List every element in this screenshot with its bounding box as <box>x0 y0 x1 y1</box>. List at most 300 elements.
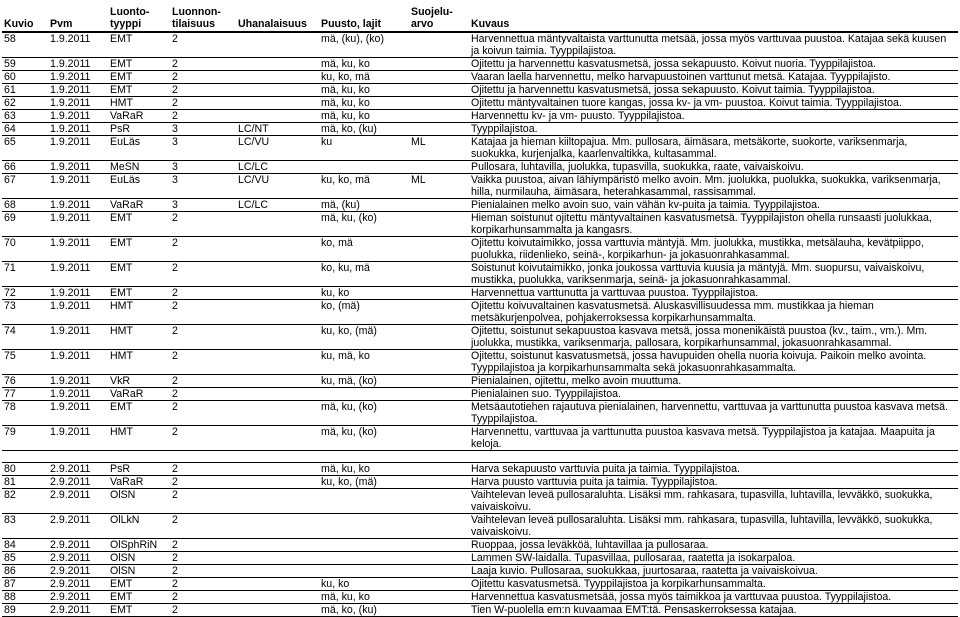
cell-puusto[interactable]: mä, ku, ko <box>319 110 409 123</box>
cell-tyyppi[interactable]: VaRaR <box>108 110 170 123</box>
cell-pvm[interactable]: 2.9.2011 <box>48 539 108 552</box>
cell-kuvaus[interactable]: Lammen SW-laidalla. Tupasvillaa, pullosaraa, raatetta ja isokarpaloa. <box>469 552 958 565</box>
cell-kuvio[interactable]: 61 <box>2 84 48 97</box>
cell-arvo[interactable] <box>409 591 469 604</box>
cell-tila[interactable]: 2 <box>170 110 236 123</box>
cell-tila[interactable]: 3 <box>170 161 236 174</box>
cell-pvm[interactable]: 1.9.2011 <box>48 123 108 136</box>
cell-uhan[interactable] <box>236 388 319 401</box>
cell-kuvio[interactable]: 59 <box>2 58 48 71</box>
cell-pvm[interactable]: 1.9.2011 <box>48 174 108 199</box>
cell-arvo[interactable] <box>409 552 469 565</box>
cell-arvo[interactable] <box>409 237 469 262</box>
cell-tyyppi[interactable]: VaRaR <box>108 476 170 489</box>
cell-kuvaus[interactable]: Ojitettu koivuvaltainen kasvatusmetsä. Aluskasvillisuudessa mm. mustikkaa ja hieman metsäkurjenpolvea, pohjakerroksessa korpikarhunsammalta. <box>469 300 958 325</box>
table-row[interactable] <box>2 262 958 287</box>
cell-puusto[interactable]: ko, mä <box>319 237 409 262</box>
cell-kuvio[interactable]: 80 <box>2 463 48 476</box>
cell-pvm[interactable]: 2.9.2011 <box>48 463 108 476</box>
cell-arvo[interactable] <box>409 110 469 123</box>
cell-kuvio[interactable]: 64 <box>2 123 48 136</box>
cell-arvo[interactable] <box>409 300 469 325</box>
empty-cell <box>48 451 108 463</box>
cell-kuvaus[interactable]: Harvennettu, varttuvaa ja varttunutta puustoa kasvava metsä. Tyyppilajistoa ja katajaa. Maapuita ja keloja. <box>469 426 958 451</box>
cell-tyyppi[interactable]: EMT <box>108 212 170 237</box>
cell-kuvaus[interactable]: Harvennettu kv- ja vm- puusto. Tyyppilajistoa. <box>469 110 958 123</box>
header-kuvaus[interactable]: Kuvaus <box>469 0 958 32</box>
table-row[interactable] <box>2 489 958 514</box>
cell-tyyppi[interactable]: VaRaR <box>108 199 170 212</box>
cell-kuvio[interactable]: 65 <box>2 136 48 161</box>
table-header <box>2 0 958 32</box>
cell-tila[interactable]: 2 <box>170 84 236 97</box>
cell-tyyppi[interactable]: OlSphRiN <box>108 539 170 552</box>
cell-puusto[interactable]: ku, ko, (mä) <box>319 476 409 489</box>
cell-arvo[interactable] <box>409 58 469 71</box>
cell-arvo[interactable] <box>409 97 469 110</box>
cell-arvo[interactable] <box>409 325 469 350</box>
cell-pvm[interactable]: 1.9.2011 <box>48 110 108 123</box>
cell-kuvaus[interactable]: Ojitettu kasvatusmetsä. Tyyppilajistoa ja korpikarhunsammalta. <box>469 578 958 591</box>
cell-pvm[interactable]: 1.9.2011 <box>48 212 108 237</box>
cell-uhan[interactable] <box>236 426 319 451</box>
table-row[interactable] <box>2 463 958 476</box>
cell-uhan[interactable] <box>236 375 319 388</box>
cell-puusto[interactable]: ku, ko, mä <box>319 71 409 84</box>
table-row[interactable] <box>2 426 958 451</box>
cell-puusto[interactable] <box>319 161 409 174</box>
header-suojeluarvo[interactable]: Suojelu-arvo <box>409 0 469 32</box>
cell-pvm[interactable]: 1.9.2011 <box>48 136 108 161</box>
header-pvm[interactable]: Pvm <box>48 0 108 32</box>
cell-pvm[interactable]: 2.9.2011 <box>48 552 108 565</box>
cell-puusto[interactable] <box>319 514 409 539</box>
cell-tila[interactable]: 2 <box>170 237 236 262</box>
cell-puusto[interactable]: mä, ku, ko <box>319 591 409 604</box>
cell-tyyppi[interactable]: HMT <box>108 97 170 110</box>
cell-kuvio[interactable]: 75 <box>2 350 48 375</box>
table-row[interactable] <box>2 375 958 388</box>
cell-kuvaus[interactable]: Harva sekapuusto varttuvia puita ja taimia. Tyyppilajistoa. <box>469 463 958 476</box>
cell-kuvaus[interactable]: Vaaran laella harvennettu, melko harvapuustoinen varttunut metsä. Katajaa. Tyyppilajisto. <box>469 71 958 84</box>
cell-kuvaus[interactable]: Hieman soistunut ojitettu mäntyvaltainen kasvatusmetsä. Tyyppilajiston ohella runsaasti juolukkaa, korpikarhunsammalta ja kangasrs. <box>469 212 958 237</box>
cell-pvm[interactable]: 1.9.2011 <box>48 300 108 325</box>
table-row[interactable] <box>2 199 958 212</box>
cell-uhan[interactable] <box>236 287 319 300</box>
cell-kuvaus[interactable]: Laaja kuvio. Pullosaraa, suokukkaa, juurtosaraa, raatetta ja vaivaiskoivua. <box>469 565 958 578</box>
cell-arvo[interactable] <box>409 426 469 451</box>
cell-kuvaus[interactable]: Soistunut koivutaimikko, jonka joukossa varttuvia kuusia ja mäntyjä. Mm. suopursu, vaivaiskoivu, mustikka, puolukka, variksenmarja, seinä- ja jokasuonrahkasammal. <box>469 262 958 287</box>
cell-tila[interactable]: 2 <box>170 552 236 565</box>
cell-tila[interactable]: 2 <box>170 604 236 617</box>
cell-uhan[interactable] <box>236 401 319 426</box>
table-row[interactable] <box>2 174 958 199</box>
cell-pvm[interactable]: 1.9.2011 <box>48 71 108 84</box>
cell-uhan[interactable]: LC/NT <box>236 123 319 136</box>
cell-kuvio[interactable]: 89 <box>2 604 48 617</box>
cell-pvm[interactable]: 1.9.2011 <box>48 161 108 174</box>
table-row[interactable] <box>2 287 958 300</box>
table-row[interactable] <box>2 136 958 161</box>
cell-kuvio[interactable]: 63 <box>2 110 48 123</box>
cell-puusto[interactable]: ku, mä, (ko) <box>319 375 409 388</box>
cell-arvo[interactable] <box>409 71 469 84</box>
cell-kuvio[interactable]: 81 <box>2 476 48 489</box>
cell-uhan[interactable] <box>236 84 319 97</box>
table-row[interactable] <box>2 212 958 237</box>
cell-puusto[interactable]: ku, ko, mä <box>319 174 409 199</box>
cell-uhan[interactable] <box>236 463 319 476</box>
cell-uhan[interactable]: LC/LC <box>236 199 319 212</box>
cell-pvm[interactable]: 1.9.2011 <box>48 84 108 97</box>
cell-tyyppi[interactable]: EMT <box>108 71 170 84</box>
cell-arvo[interactable] <box>409 212 469 237</box>
cell-kuvaus[interactable]: Ojitettu, soistunut sekapuustoa kasvava metsä, jossa monenikäistä puustoa (kv., taim., vm.). Mm. juolukka, mustikka, variksenmarja, pallosara, korpikarhunsammal, jokasuonrahkasammal. <box>469 325 958 350</box>
cell-puusto[interactable]: mä, ku, (ko) <box>319 212 409 237</box>
header-kuvio[interactable]: Kuvio <box>2 0 48 32</box>
cell-uhan[interactable] <box>236 97 319 110</box>
cell-arvo[interactable] <box>409 32 469 58</box>
cell-pvm[interactable]: 2.9.2011 <box>48 514 108 539</box>
cell-arvo[interactable] <box>409 539 469 552</box>
cell-uhan[interactable] <box>236 350 319 375</box>
table-row[interactable] <box>2 237 958 262</box>
cell-kuvaus[interactable]: Ojitettu koivutaimikko, jossa varttuvia mäntyjä. Mm. juolukka, mustikka, metsälauha, kevätpiippo, puolukka, riidenlieko, seinä-, korpikarhun- ja jokasuonrahkasammal. <box>469 237 958 262</box>
cell-kuvio[interactable]: 60 <box>2 71 48 84</box>
cell-uhan[interactable] <box>236 58 319 71</box>
cell-tila[interactable]: 2 <box>170 58 236 71</box>
cell-arvo[interactable] <box>409 287 469 300</box>
cell-uhan[interactable] <box>236 325 319 350</box>
table-row[interactable] <box>2 71 958 84</box>
cell-arvo[interactable] <box>409 514 469 539</box>
cell-tyyppi[interactable]: PsR <box>108 123 170 136</box>
cell-puusto[interactable]: ku, mä, ko <box>319 350 409 375</box>
cell-uhan[interactable] <box>236 71 319 84</box>
cell-arvo[interactable] <box>409 463 469 476</box>
cell-tyyppi[interactable]: EMT <box>108 237 170 262</box>
cell-pvm[interactable]: 1.9.2011 <box>48 32 108 58</box>
cell-kuvio[interactable]: 83 <box>2 514 48 539</box>
cell-tyyppi[interactable]: OlSN <box>108 552 170 565</box>
cell-tila[interactable]: 2 <box>170 375 236 388</box>
cell-kuvaus[interactable]: Metsäautotiehen rajautuva pienialainen, harvennettu, varttuvaa ja varttunutta puustoa kasvava metsä. Tyyppilajistoa. <box>469 401 958 426</box>
table-row[interactable] <box>2 388 958 401</box>
cell-arvo[interactable] <box>409 604 469 617</box>
cell-puusto[interactable] <box>319 539 409 552</box>
table-row[interactable] <box>2 552 958 565</box>
header-puusto[interactable]: Puusto, lajit <box>319 0 409 32</box>
cell-kuvaus[interactable]: Ojitettu mäntyvaltainen tuore kangas, jossa kv- ja vm- puustoa. Koivut taimia. Tyyppilajistoa. <box>469 97 958 110</box>
cell-puusto[interactable]: mä, ku, (ko) <box>319 426 409 451</box>
cell-pvm[interactable]: 1.9.2011 <box>48 325 108 350</box>
cell-pvm[interactable]: 1.9.2011 <box>48 287 108 300</box>
cell-tyyppi[interactable]: EMT <box>108 84 170 97</box>
cell-kuvaus[interactable]: Tien W-puolella em:n kuvaamaa EMT:tä. Pensaskerroksessa katajaa. <box>469 604 958 617</box>
cell-tila[interactable]: 2 <box>170 97 236 110</box>
cell-tila[interactable]: 2 <box>170 539 236 552</box>
cell-tyyppi[interactable]: EMT <box>108 58 170 71</box>
header-luontotyyppi[interactable]: Luonto-tyyppi <box>108 0 170 32</box>
cell-puusto[interactable]: ku, ko, (mä) <box>319 325 409 350</box>
cell-tyyppi[interactable]: HMT <box>108 300 170 325</box>
table-row[interactable] <box>2 97 958 110</box>
cell-pvm[interactable]: 1.9.2011 <box>48 97 108 110</box>
cell-kuvaus[interactable]: Harvennettua kasvatusmetsää, jossa myös taimikkoa ja varttuvaa puustoa. Tyyppilajistoa. <box>469 591 958 604</box>
cell-puusto[interactable]: mä, (ku) <box>319 199 409 212</box>
cell-tyyppi[interactable]: PsR <box>108 463 170 476</box>
table-row[interactable] <box>2 539 958 552</box>
cell-tyyppi[interactable]: EMT <box>108 32 170 58</box>
header-luonnontilaisuus[interactable]: Luonnon-tilaisuus <box>170 0 236 32</box>
cell-puusto[interactable]: mä, ku, ko <box>319 58 409 71</box>
cell-kuvaus[interactable]: Pienialainen suo. Tyyppilajistoa. <box>469 388 958 401</box>
cell-uhan[interactable] <box>236 262 319 287</box>
cell-kuvio[interactable]: 69 <box>2 212 48 237</box>
cell-tyyppi[interactable]: EMT <box>108 578 170 591</box>
cell-kuvaus[interactable]: Vaihtelevan leveä pullosaraluhta. Lisäksi mm. rahkasara, tupasvilla, luhtavilla, levväkkö, suokukka, vaivaiskoivu. <box>469 514 958 539</box>
cell-kuvaus[interactable]: Vaikka puustoa, aivan lähiympäristö melko avoin. Mm. juolukka, puolukka, suokukka, variksenmarja, hilla, nurmilauha, äimäsara, heterahkasammal, rassisammal. <box>469 174 958 199</box>
cell-tila[interactable]: 2 <box>170 578 236 591</box>
cell-tyyppi[interactable]: EMT <box>108 262 170 287</box>
cell-kuvaus[interactable]: Ojitettu ja harvennettu kasvatusmetsä, jossa sekapuusto. Koivut nuoria. Tyyppilajistoa. <box>469 58 958 71</box>
cell-puusto[interactable]: ku <box>319 136 409 161</box>
cell-uhan[interactable]: LC/LC <box>236 161 319 174</box>
cell-tila[interactable]: 3 <box>170 123 236 136</box>
cell-kuvio[interactable]: 76 <box>2 375 48 388</box>
cell-uhan[interactable] <box>236 110 319 123</box>
cell-tila[interactable]: 2 <box>170 212 236 237</box>
cell-uhan[interactable] <box>236 539 319 552</box>
cell-pvm[interactable]: 1.9.2011 <box>48 350 108 375</box>
cell-puusto[interactable]: mä, ku, ko <box>319 463 409 476</box>
cell-kuvio[interactable]: 86 <box>2 565 48 578</box>
table-row[interactable] <box>2 84 958 97</box>
cell-kuvaus[interactable]: Harva puusto varttuvia puita ja taimia. Tyyppilajistoa. <box>469 476 958 489</box>
cell-kuvio[interactable]: 58 <box>2 32 48 58</box>
cell-tyyppi[interactable]: OlSN <box>108 489 170 514</box>
cell-pvm[interactable]: 1.9.2011 <box>48 199 108 212</box>
cell-tyyppi[interactable]: EMT <box>108 591 170 604</box>
cell-puusto[interactable]: ko, ku, mä <box>319 262 409 287</box>
cell-kuvio[interactable]: 84 <box>2 539 48 552</box>
cell-kuvio[interactable]: 87 <box>2 578 48 591</box>
cell-puusto[interactable]: ko, (mä) <box>319 300 409 325</box>
cell-pvm[interactable]: 2.9.2011 <box>48 565 108 578</box>
table-row[interactable] <box>2 476 958 489</box>
cell-kuvio[interactable]: 62 <box>2 97 48 110</box>
cell-puusto[interactable]: mä, ko, (ku) <box>319 123 409 136</box>
cell-puusto[interactable]: mä, ku, ko <box>319 97 409 110</box>
cell-puusto[interactable] <box>319 565 409 578</box>
cell-uhan[interactable] <box>236 591 319 604</box>
cell-tyyppi[interactable]: OlSN <box>108 565 170 578</box>
cell-arvo[interactable] <box>409 262 469 287</box>
cell-arvo[interactable] <box>409 123 469 136</box>
cell-puusto[interactable]: mä, ku, (ko) <box>319 401 409 426</box>
cell-kuvio[interactable]: 77 <box>2 388 48 401</box>
cell-kuvaus[interactable]: Pullosara, luhtavilla, juolukka, tupasvilla, suokukka, raate, vaivaiskoivu. <box>469 161 958 174</box>
cell-arvo[interactable] <box>409 565 469 578</box>
cell-pvm[interactable]: 1.9.2011 <box>48 262 108 287</box>
cell-tila[interactable]: 2 <box>170 463 236 476</box>
cell-tyyppi[interactable]: EMT <box>108 287 170 300</box>
cell-puusto[interactable] <box>319 552 409 565</box>
cell-tila[interactable]: 2 <box>170 300 236 325</box>
cell-tyyppi[interactable]: HMT <box>108 350 170 375</box>
cell-uhan[interactable] <box>236 489 319 514</box>
cell-kuvaus[interactable]: Vaihtelevan leveä pullosaraluhta. Lisäksi mm. rahkasara, tupasvilla, luhtavilla, levväkkö, suokukka, vaivaiskoivu. <box>469 489 958 514</box>
cell-arvo[interactable] <box>409 84 469 97</box>
cell-tila[interactable]: 2 <box>170 32 236 58</box>
cell-kuvio[interactable]: 85 <box>2 552 48 565</box>
cell-tila[interactable]: 2 <box>170 262 236 287</box>
cell-arvo[interactable] <box>409 578 469 591</box>
cell-tila[interactable]: 2 <box>170 426 236 451</box>
cell-uhan[interactable] <box>236 604 319 617</box>
cell-tila[interactable]: 3 <box>170 199 236 212</box>
cell-kuvaus[interactable]: Harvennettua varttunutta ja varttuvaa puustoa. Tyyppilajistoa. <box>469 287 958 300</box>
cell-tila[interactable]: 2 <box>170 514 236 539</box>
cell-kuvaus[interactable]: Ojitettu, soistunut kasvatusmetsä, jossa havupuiden ohella nuoria koivuja. Paikoin melko avointa. Tyyppilajistoa ja korpikarhunsammalta sekä jokasuonrahkasammalta. <box>469 350 958 375</box>
cell-arvo[interactable] <box>409 489 469 514</box>
table-row[interactable] <box>2 604 958 617</box>
cell-uhan[interactable] <box>236 32 319 58</box>
cell-tila[interactable]: 2 <box>170 388 236 401</box>
cell-uhan[interactable] <box>236 578 319 591</box>
cell-tila[interactable]: 2 <box>170 401 236 426</box>
cell-kuvaus[interactable]: Ruoppaa, jossa leväkköä, luhtavillaa ja pullosaraa. <box>469 539 958 552</box>
table-row[interactable] <box>2 161 958 174</box>
cell-kuvio[interactable]: 82 <box>2 489 48 514</box>
cell-pvm[interactable]: 2.9.2011 <box>48 476 108 489</box>
cell-kuvaus[interactable]: Harvennettua mäntyvaltaista varttunutta metsää, jossa myös varttuvaa puustoa. Katajaa sekä kuusen ja koivun taimia. Tyyppilajistoa. <box>469 32 958 58</box>
cell-tyyppi[interactable]: MeSN <box>108 161 170 174</box>
cell-tila[interactable]: 2 <box>170 476 236 489</box>
cell-kuvio[interactable]: 68 <box>2 199 48 212</box>
cell-arvo[interactable]: ML <box>409 174 469 199</box>
cell-kuvio[interactable]: 70 <box>2 237 48 262</box>
cell-uhan[interactable]: LC/VU <box>236 136 319 161</box>
cell-kuvio[interactable]: 79 <box>2 426 48 451</box>
cell-tila[interactable]: 2 <box>170 325 236 350</box>
cell-pvm[interactable]: 2.9.2011 <box>48 489 108 514</box>
cell-uhan[interactable] <box>236 237 319 262</box>
cell-arvo[interactable] <box>409 161 469 174</box>
cell-kuvio[interactable]: 74 <box>2 325 48 350</box>
cell-puusto[interactable]: mä, (ku), (ko) <box>319 32 409 58</box>
cell-arvo[interactable] <box>409 388 469 401</box>
cell-arvo[interactable] <box>409 476 469 489</box>
cell-kuvio[interactable]: 88 <box>2 591 48 604</box>
cell-tyyppi[interactable]: EMT <box>108 604 170 617</box>
cell-arvo[interactable] <box>409 350 469 375</box>
cell-puusto[interactable] <box>319 489 409 514</box>
cell-pvm[interactable]: 2.9.2011 <box>48 604 108 617</box>
cell-tila[interactable]: 2 <box>170 489 236 514</box>
cell-tila[interactable]: 2 <box>170 591 236 604</box>
table-row[interactable] <box>2 110 958 123</box>
cell-uhan[interactable] <box>236 300 319 325</box>
cell-pvm[interactable]: 1.9.2011 <box>48 375 108 388</box>
cell-kuvaus[interactable]: Pienialainen melko avoin suo, vain vähän kv-puita ja taimia. Tyyppilajistoa. <box>469 199 958 212</box>
cell-tila[interactable]: 3 <box>170 136 236 161</box>
cell-tila[interactable]: 2 <box>170 287 236 300</box>
cell-arvo[interactable] <box>409 375 469 388</box>
cell-kuvaus[interactable]: Tyyppilajistoa. <box>469 123 958 136</box>
cell-tyyppi[interactable]: VkR <box>108 375 170 388</box>
table-row[interactable] <box>2 350 958 375</box>
table-row[interactable] <box>2 514 958 539</box>
cell-arvo[interactable]: ML <box>409 136 469 161</box>
cell-puusto[interactable]: mä, ku, ko <box>319 84 409 97</box>
cell-puusto[interactable]: mä, ko, (ku) <box>319 604 409 617</box>
cell-puusto[interactable]: ku, ko <box>319 578 409 591</box>
cell-uhan[interactable] <box>236 565 319 578</box>
table-row[interactable] <box>2 32 958 58</box>
cell-tila[interactable]: 2 <box>170 71 236 84</box>
cell-kuvaus[interactable]: Pienialainen, ojitettu, melko avoin muuttuma. <box>469 375 958 388</box>
table-row[interactable] <box>2 578 958 591</box>
cell-arvo[interactable] <box>409 199 469 212</box>
cell-pvm[interactable]: 1.9.2011 <box>48 401 108 426</box>
cell-pvm[interactable]: 1.9.2011 <box>48 58 108 71</box>
cell-kuvaus[interactable]: Katajaa ja hieman kiiltopajua. Mm. pullosara, äimäsara, metsäkorte, suokorte, variksenmarja, suokukka, kurjenjalka, kaarlenvaltikka, kultasammal. <box>469 136 958 161</box>
cell-pvm[interactable]: 2.9.2011 <box>48 591 108 604</box>
table-row[interactable] <box>2 325 958 350</box>
cell-tila[interactable]: 2 <box>170 350 236 375</box>
cell-tyyppi[interactable]: VaRaR <box>108 388 170 401</box>
cell-uhan[interactable] <box>236 212 319 237</box>
cell-pvm[interactable]: 2.9.2011 <box>48 578 108 591</box>
cell-uhan[interactable] <box>236 514 319 539</box>
cell-tyyppi[interactable]: EMT <box>108 401 170 426</box>
header-uhanalaisuus[interactable]: Uhanalaisuus <box>236 0 319 32</box>
table-body <box>2 32 958 617</box>
cell-tyyppi[interactable]: OlLkN <box>108 514 170 539</box>
cell-puusto[interactable] <box>319 388 409 401</box>
cell-pvm[interactable]: 1.9.2011 <box>48 237 108 262</box>
cell-pvm[interactable]: 1.9.2011 <box>48 426 108 451</box>
cell-kuvio[interactable]: 72 <box>2 287 48 300</box>
cell-kuvio[interactable]: 73 <box>2 300 48 325</box>
cell-kuvio[interactable]: 71 <box>2 262 48 287</box>
cell-puusto[interactable]: ku, ko <box>319 287 409 300</box>
table-row[interactable] <box>2 58 958 71</box>
cell-kuvio[interactable]: 78 <box>2 401 48 426</box>
cell-tyyppi[interactable]: EuLäs <box>108 136 170 161</box>
cell-tila[interactable]: 2 <box>170 565 236 578</box>
cell-tyyppi[interactable]: HMT <box>108 426 170 451</box>
cell-kuvaus[interactable]: Ojitettu ja harvennettu kasvatusmetsä, jossa sekapuusto. Koivut taimia. Tyyppilajistoa. <box>469 84 958 97</box>
cell-pvm[interactable]: 1.9.2011 <box>48 388 108 401</box>
table-row[interactable] <box>2 401 958 426</box>
cell-kuvio[interactable]: 67 <box>2 174 48 199</box>
cell-tila[interactable]: 3 <box>170 174 236 199</box>
cell-uhan[interactable] <box>236 476 319 489</box>
cell-uhan[interactable] <box>236 552 319 565</box>
cell-arvo[interactable] <box>409 401 469 426</box>
cell-tyyppi[interactable]: EuLäs <box>108 174 170 199</box>
cell-kuvio[interactable]: 66 <box>2 161 48 174</box>
table-row[interactable] <box>2 123 958 136</box>
spacer-row <box>2 451 958 463</box>
table-row[interactable] <box>2 565 958 578</box>
table-row[interactable] <box>2 300 958 325</box>
cell-uhan[interactable]: LC/VU <box>236 174 319 199</box>
table-row[interactable] <box>2 591 958 604</box>
cell-tyyppi[interactable]: HMT <box>108 325 170 350</box>
